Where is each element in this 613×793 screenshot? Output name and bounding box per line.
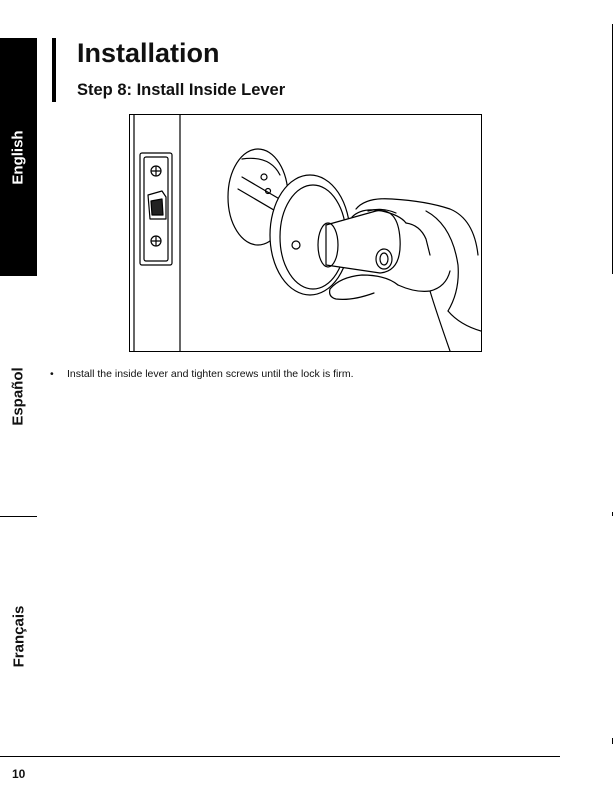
sidebar-tab-francais (0, 516, 37, 756)
page-title: Installation (77, 38, 220, 68)
sidebar-tab-espanol (0, 276, 37, 516)
sidebar-tab-label: Español (10, 366, 28, 426)
sidebar-tab-label: Français (10, 605, 28, 667)
bullet-icon: • (50, 368, 54, 380)
page-number: 10 (12, 767, 26, 781)
instruction-text: Install the inside lever and tighten screws until the lock is firm. (67, 368, 354, 380)
footer-rule (0, 756, 560, 757)
sidebar-tab-label: English (10, 129, 28, 185)
sidebar-tab-english (0, 38, 37, 276)
instruction-list-item (50, 368, 354, 380)
title-accent-bar (52, 38, 56, 102)
hand-lever-illustration (130, 115, 481, 351)
step-title: Step 8: Install Inside Lever (77, 81, 286, 99)
installation-figure (129, 114, 482, 352)
